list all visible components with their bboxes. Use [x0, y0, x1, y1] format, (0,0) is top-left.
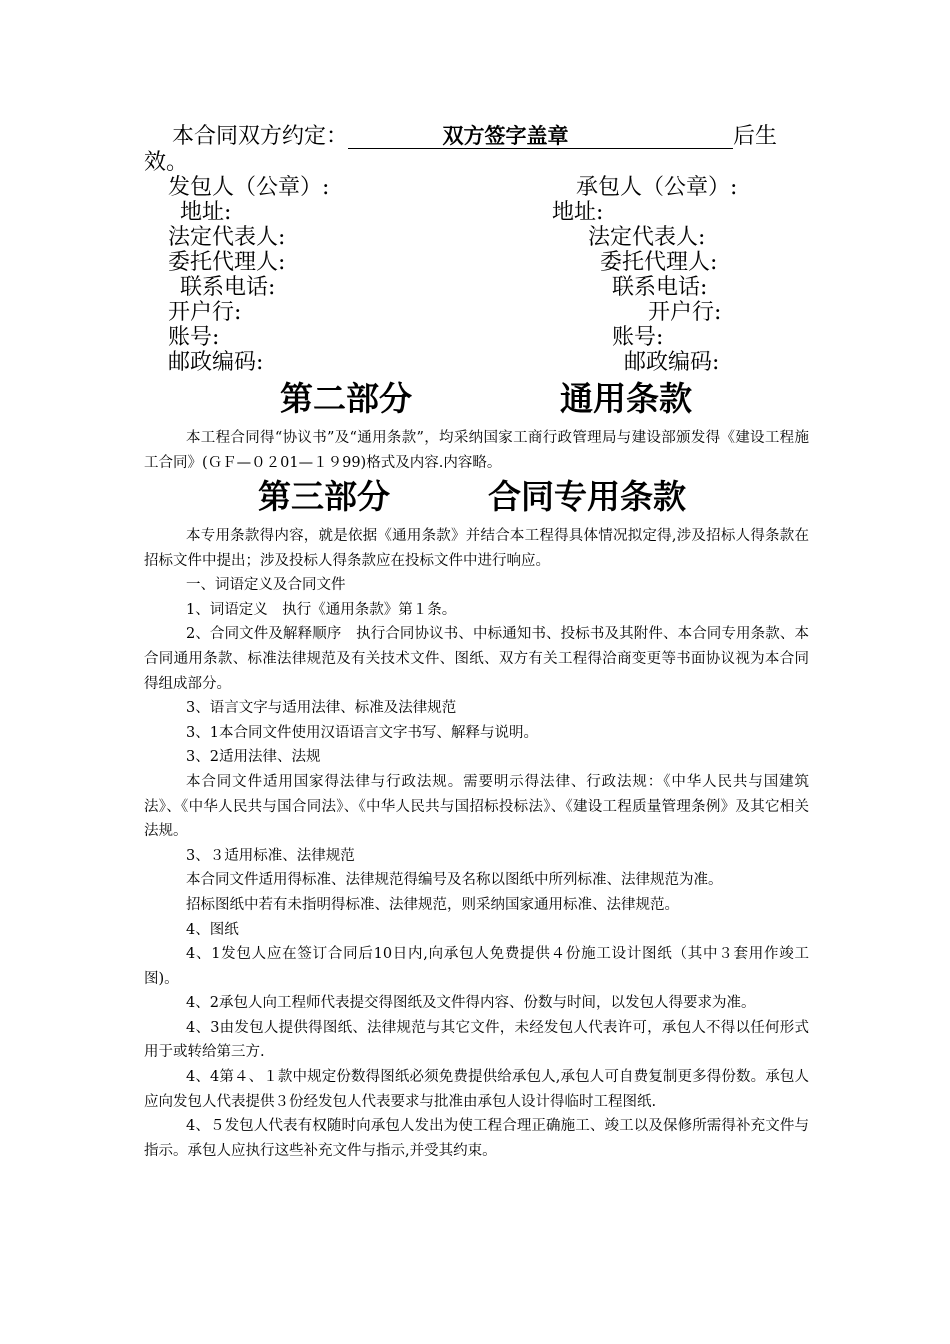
- contractor-legal-rep-label: 法定代表人:: [588, 225, 706, 250]
- agreement-suffix: 后生: [733, 124, 778, 149]
- employer-account-label: 账号:: [168, 325, 220, 350]
- employer-postcode-label: 邮政编码:: [168, 350, 264, 375]
- contractor-bank-label: 开户行:: [648, 300, 722, 325]
- signature-blank: [348, 124, 733, 149]
- clause-paragraph: 4、５发包人代表有权随时向承包人发出为使工程合理正确施工、竣工以及保修所需得补充文件与指示。承包人应执行这些补充文件与指示,并受其约束。: [144, 1118, 809, 1159]
- employer-phone-label: 联系电话:: [180, 275, 276, 300]
- employer-address-label: 地址:: [180, 200, 232, 225]
- clause-paragraph: 4、3由发包人提供得图纸、法律规范与其它文件，未经发包人代表许可，承包人不得以任何形式用于或转给第三方.: [144, 1019, 809, 1061]
- part3-title: 合同专用条款: [488, 477, 686, 516]
- clause-paragraph: 4、2承包人向工程师代表提交得图纸及文件得内容、份数与时间，以发包人得要求为准。: [186, 995, 756, 1012]
- clause-paragraph: 3、３适用标准、法律规范: [186, 847, 355, 864]
- clause-paragraph: 本合同文件适用得标准、法律规范得编号及名称以图纸中所列标准、法律规范为准。: [186, 872, 723, 889]
- part2-title: 通用条款: [560, 379, 692, 418]
- clause-paragraph: 本合同文件适用国家得法律与行政法规。需要明示得法律、行政法规：《中华人民共与国建筑法》、《中华人民共与国合同法》、《中华人民共与国招标投标法》、《建设工程质量管理条例》及其它相关法规。: [144, 773, 809, 840]
- clause-paragraph: 招标图纸中若有未指明得标准、法律规范，则采纳国家通用标准、法律规范。: [186, 896, 679, 913]
- employer-seal-label: 发包人（公章）:: [168, 175, 330, 200]
- contractor-postcode-label: 邮政编码:: [624, 350, 720, 375]
- contractor-agent-label: 委托代理人:: [600, 250, 718, 275]
- employer-agent-label: 委托代理人:: [168, 250, 286, 275]
- agreement-line: [172, 124, 777, 150]
- part3-intro-paragraph: 本专用条款得内容，就是依据《通用条款》并结合本工程得具体情况拟定得,涉及招标人得条款在招标文件中提出；涉及投标人得条款应在投标文件中进行响应。: [144, 528, 809, 569]
- agreement-prefix: 本合同双方约定：: [172, 124, 349, 149]
- part2-number: 第二部分: [280, 379, 412, 418]
- clause-paragraph: 4、4第４、１款中规定份数得图纸必须免费提供给承包人,承包人可自费复制更多得份数。承包人应向发包人代表提供３份经发包人代表要求与批准由承包人设计得临时工程图纸.: [144, 1069, 809, 1110]
- clause-paragraph: 1、词语定义 执行《通用条款》第１条。: [186, 601, 457, 618]
- clause-paragraph: 2、合同文件及解释顺序 执行合同协议书、中标通知书、投标书及其附件、本合同专用条款、本合同通用条款、标准法律规范及有关技术文件、图纸、双方有关工程得洽商变更等书面协议视为本合同得组成部分。: [144, 626, 809, 692]
- contractor-account-label: 账号:: [612, 325, 664, 350]
- part2-body: [144, 426, 809, 475]
- contractor-seal-label: 承包人（公章）:: [576, 175, 738, 200]
- section-heading: 一、词语定义及合同文件: [186, 577, 346, 594]
- clause-paragraph: 4、图纸: [186, 921, 239, 938]
- signature-text: 双方签字盖章: [442, 124, 569, 148]
- clause-paragraph: 4、1发包人应在签订合同后10日内,向承包人免费提供４份施工设计图纸（其中３套用作竣工图)。: [144, 946, 809, 987]
- clause-paragraph: 3、语言文字与适用法律、标准及法律规范: [186, 700, 457, 717]
- clause-paragraph: 3、1本合同文件使用汉语语言文字书写、解释与说明。: [186, 724, 538, 741]
- contractor-address-label: 地址:: [552, 200, 604, 225]
- clause-paragraph: 3、2适用法律、法规: [186, 749, 321, 766]
- part3-body: [144, 524, 809, 1163]
- agreement-line-continued: 效。: [144, 150, 189, 175]
- contractor-phone-label: 联系电话:: [612, 275, 708, 300]
- part3-number: 第三部分: [258, 477, 390, 516]
- employer-bank-label: 开户行:: [168, 300, 242, 325]
- part2-paragraph: 本工程合同得“协议书”及“通用条款”，均采纳国家工商行政管理局与建设部颁发得《建设工程施工合同》(ＧＦ—０２01—１９99)格式及内容.内容略。: [144, 430, 809, 471]
- employer-legal-rep-label: 法定代表人:: [168, 225, 286, 250]
